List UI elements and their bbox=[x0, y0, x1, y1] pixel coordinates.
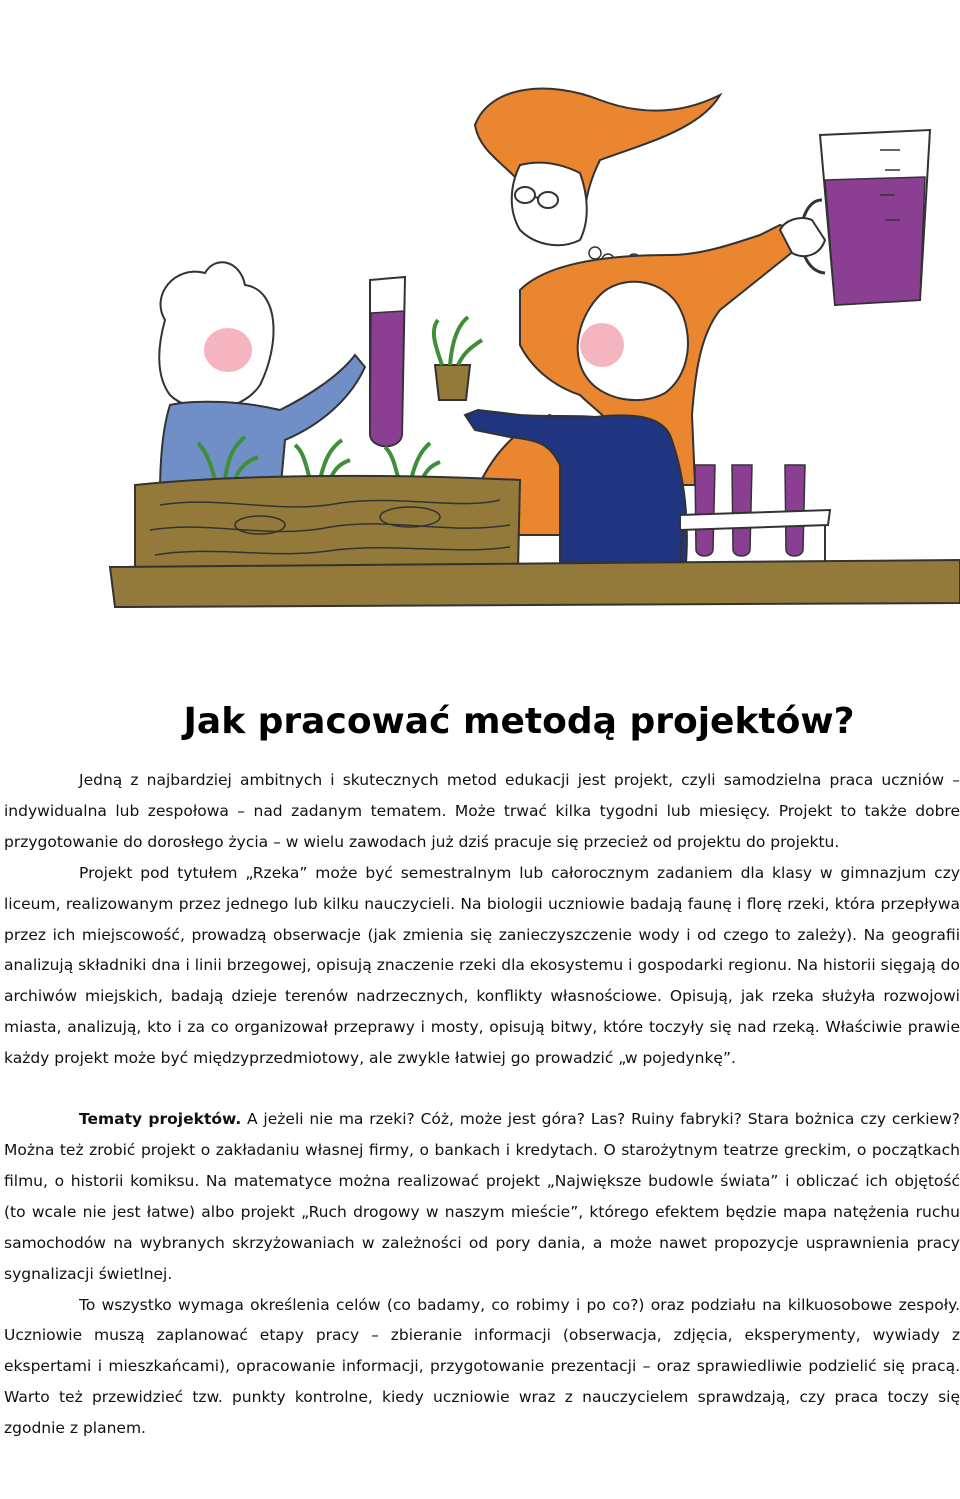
paragraph-intro: Jedną z najbardziej ambitnych i skutecznych metod edukacji jest projekt, czyli samodzielna praca uczniów – indywidualna lub zespołowa – nad zadanym tematem. Może trwać kilka tygodni lub miesięcy. Projekt to także dobre przygotowanie do dorosłego życia – w wielu zawodach już dziś pracuje się przecież od projektu do projektu. bbox=[4, 771, 960, 851]
child-right-cheek bbox=[580, 323, 624, 367]
teacher-face bbox=[512, 163, 587, 246]
planter-box bbox=[135, 476, 520, 573]
paragraph-planning: To wszystko wymaga określenia celów (co badamy, co robimy i po co?) oraz podziału na kilkuosobowe zespoły. Uczniowie muszą zaplanować etapy pracy – zbieranie informacji (obserwacja, zdjęcia, eksperymenty, wywiady z ekspertami i mieszkańcami), opracowanie informacji, przygotowanie prezentacji – oraz sprawiedliwie podzielić się pracą. Warto też przewidzieć tzw. punkty kontrolne, kiedy uczniowie wraz z nauczycielem sprawdzają, czy praca toczy się zgodnie z planem. bbox=[4, 1295, 960, 1438]
potted-plant-icon bbox=[434, 317, 482, 400]
table-top bbox=[110, 560, 960, 607]
paragraph-project-topics bbox=[4, 1104, 960, 1289]
paragraph-topics-text: A jeżeli nie ma rzeki? Cóż, może jest góra? Las? Ruiny fabryki? Stara bożnica czy cerkiew? Można też zrobić projekt o zakładaniu własnej firmy, o bankach i kredytach. O starożytnym teatrze greckim, o początkach filmu, o historii komiksu. Na matematyce można realizować projekt „Największe budowle świata” i obliczać ich objętość (to wcale nie jest łatwe) albo projekt „Ruch drogowy w naszym mieście”, którego efektem będzie mapa natężenia ruchu samochodów na wybranych skrzyżowaniach w zależności od pory dania, a może nawet propozycje usprawnienia pracy sygnalizacji świetlnej. bbox=[4, 1110, 960, 1283]
test-tube-icon bbox=[370, 277, 405, 446]
measuring-jug-icon bbox=[801, 130, 930, 305]
teacher-with-students-lab-icon bbox=[80, 55, 960, 670]
paragraph-lead: Tematy projektów. bbox=[79, 1110, 242, 1129]
page-title: Jak pracować metodą projektów? bbox=[183, 701, 855, 742]
child-left-cheek bbox=[204, 328, 252, 372]
article-body bbox=[4, 765, 960, 1444]
paragraph-river-project: Projekt pod tytułem „Rzeka” może być semestralnym lub całorocznym zadaniem dla klasy w gimnazjum czy liceum, realizowanym przez jednego lub kilku nauczycieli. Na biologii uczniowie badają faunę i florę rzeki, która przepływa przez ich miejscowość, prowadzą obserwacje (jak zmienia się zanieczyszczenie wody i od czego to zależy). Na geografii analizują składniki dna i linii brzegowej, opisują znaczenie rzeki dla ekosystemu i gospodarki regionu. Na historii sięgają do archiwów miejskich, badają dzieje terenów nadrzecznych, konflikty własnościowe. Opisują, jak rzeka służyła rozwojowi miasta, analizują, kto i za co organizował przeprawy i mosty, opisują bitwy, które toczyły się nad rzeką. Właściwie prawie każdy projekt może być międzyprzedmiotowy, ale zwykle łatwiej go prowadzić „w pojedynkę”. bbox=[4, 863, 960, 1068]
test-tube-rack-icon bbox=[680, 465, 830, 570]
